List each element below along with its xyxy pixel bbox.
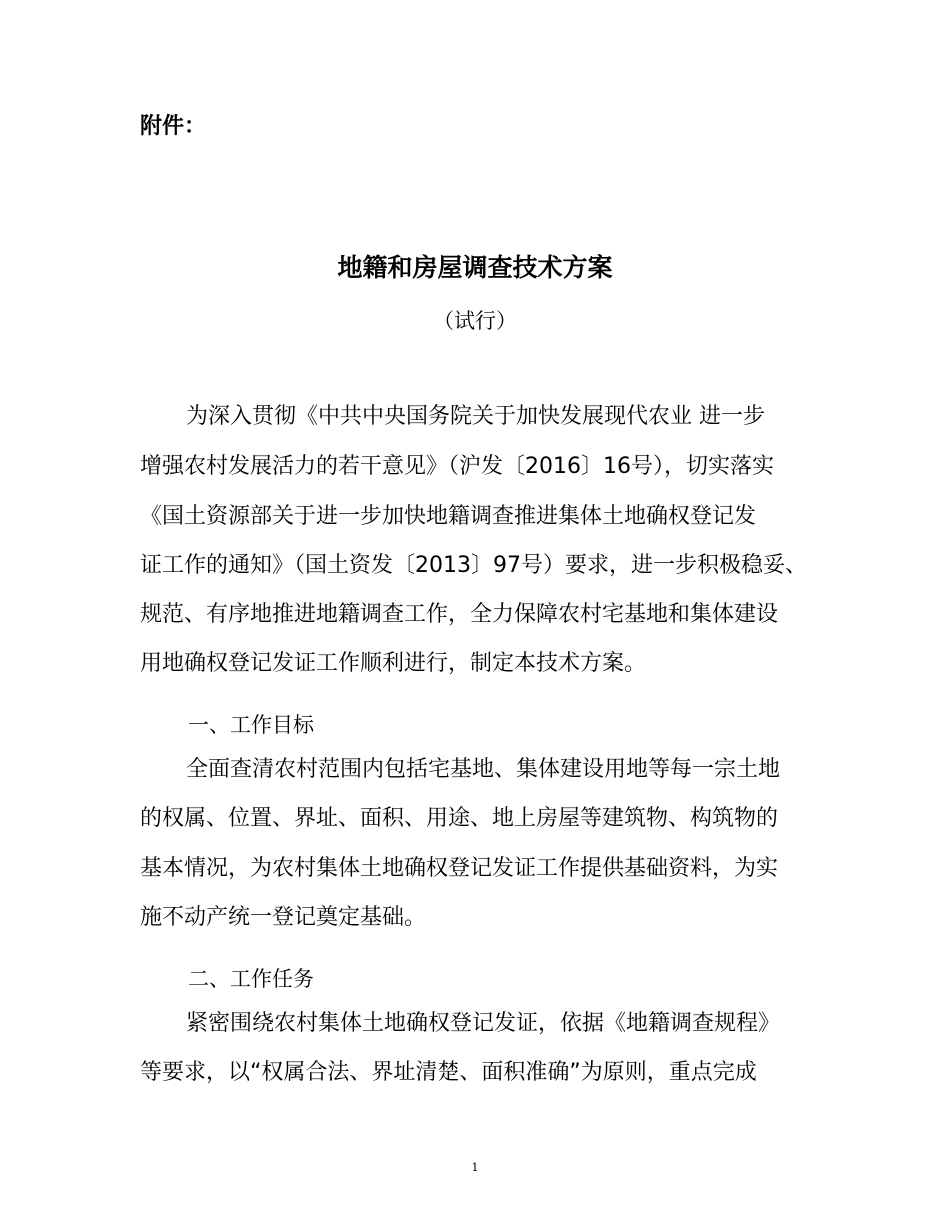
document-title: 地籍和房屋调查技术方案	[337, 253, 613, 282]
paragraph-line: 规范、有序地推进地籍调查工作，全力保障农村宅基地和集体建设	[140, 602, 779, 627]
paragraph-line: 基本情况，为农村集体土地确权登记发证工作提供基础资料，为实	[140, 856, 779, 881]
paragraph-line: 增强农村发展活力的若干意见》（沪发〔2016〕16号），切实落实	[140, 454, 774, 479]
paragraph-line: 紧密围绕农村集体土地确权登记发证，依据《地籍调查规程》	[186, 1011, 781, 1036]
paragraph-line: 施不动产统一登记奠定基础。	[140, 905, 427, 930]
section-heading-tasks: 二、工作任务	[188, 967, 314, 991]
document-subtitle: （试行）	[433, 309, 517, 333]
paragraph-line: 用地确权登记发证工作顺利进行，制定本技术方案。	[140, 651, 647, 676]
paragraph-line: 等要求，以“权属合法、界址清楚、面积准确”为原则，重点完成	[140, 1060, 757, 1085]
paragraph-line: 为深入贯彻《中共中央国务院关于加快发展现代农业 进一步	[186, 404, 765, 429]
paragraph-line: 全面查清农村范围内包括宅基地、集体建设用地等每一宗土地	[186, 757, 781, 782]
paragraph-line: 《国土资源部关于进一步加快地籍调查推进集体土地确权登记发	[140, 504, 757, 529]
attachment-label: 附件：	[140, 114, 207, 139]
paragraph-line: 证工作的通知》（国土资发〔2013〕97号）要求，进一步积极稳妥、	[140, 553, 807, 578]
paragraph-line: 的权属、位置、界址、面积、用途、地上房屋等建筑物、构筑物的	[140, 806, 779, 831]
section-heading-goals: 一、工作目标	[188, 713, 314, 737]
page-number: 1	[471, 1161, 479, 1174]
